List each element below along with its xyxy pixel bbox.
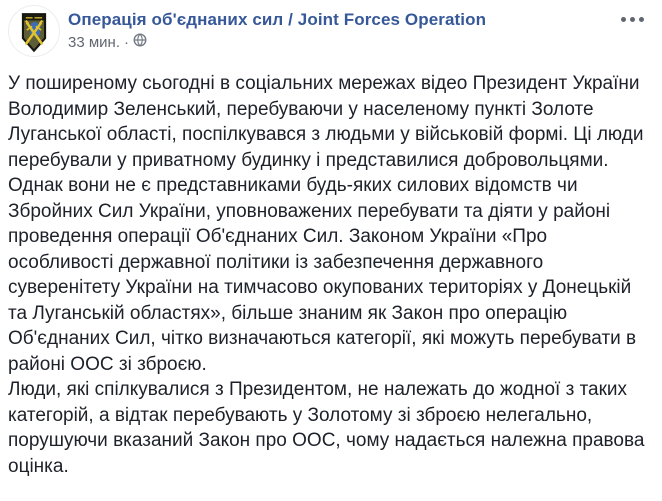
post-header bbox=[8, 5, 652, 57]
post-paragraph: У поширеному сьогодні в соціальних мережах відео Президент України Володимир Зеленський, перебуваючи у населеному пункті Золоте Луганської області, поспілкувався з людьми у військовій формі. Ці люди перебували у приватному будинку і представилися добровольцями. bbox=[8, 73, 644, 171]
page-avatar[interactable] bbox=[8, 5, 60, 57]
post-paragraph: Люди, які спілкувалися з Президентом, не належать до жодної з таких категорій, а відтак перебувають у Золотому зі зброєю нелегально, порушуючи вказаний Закон про ООС, чому надається належна правова оцінка. bbox=[8, 379, 645, 477]
joint-forces-emblem-icon bbox=[9, 6, 59, 56]
post-paragraph: Однак вони не є представниками будь-яких силових відомств чи Збройних Сил України, уповноважених перебувати та діяти у районі проведення операції Об'єднаних Сил. Законом України «Про особливості державної політики із забезпечення державного суверенітету України на тимчасово окупованих територіях у Донецькій та Луганській областях», більше знаним як Закон про операцію Об'єднаних Сил, чітко визначаються категорії, які можуть перебувати в районі ООС зі зброєю. bbox=[8, 175, 637, 375]
meta-separator: · bbox=[124, 34, 129, 51]
globe-privacy-icon bbox=[133, 33, 147, 52]
page-name-link[interactable]: Операція об'єднаних сил / Joint Forces Operation bbox=[68, 10, 487, 29]
post-meta bbox=[68, 33, 486, 52]
post-body bbox=[8, 71, 652, 479]
post-options-ellipsis-icon[interactable] bbox=[615, 11, 650, 28]
timestamp-link[interactable]: 33 мин. bbox=[68, 34, 120, 51]
header-text bbox=[68, 5, 486, 52]
